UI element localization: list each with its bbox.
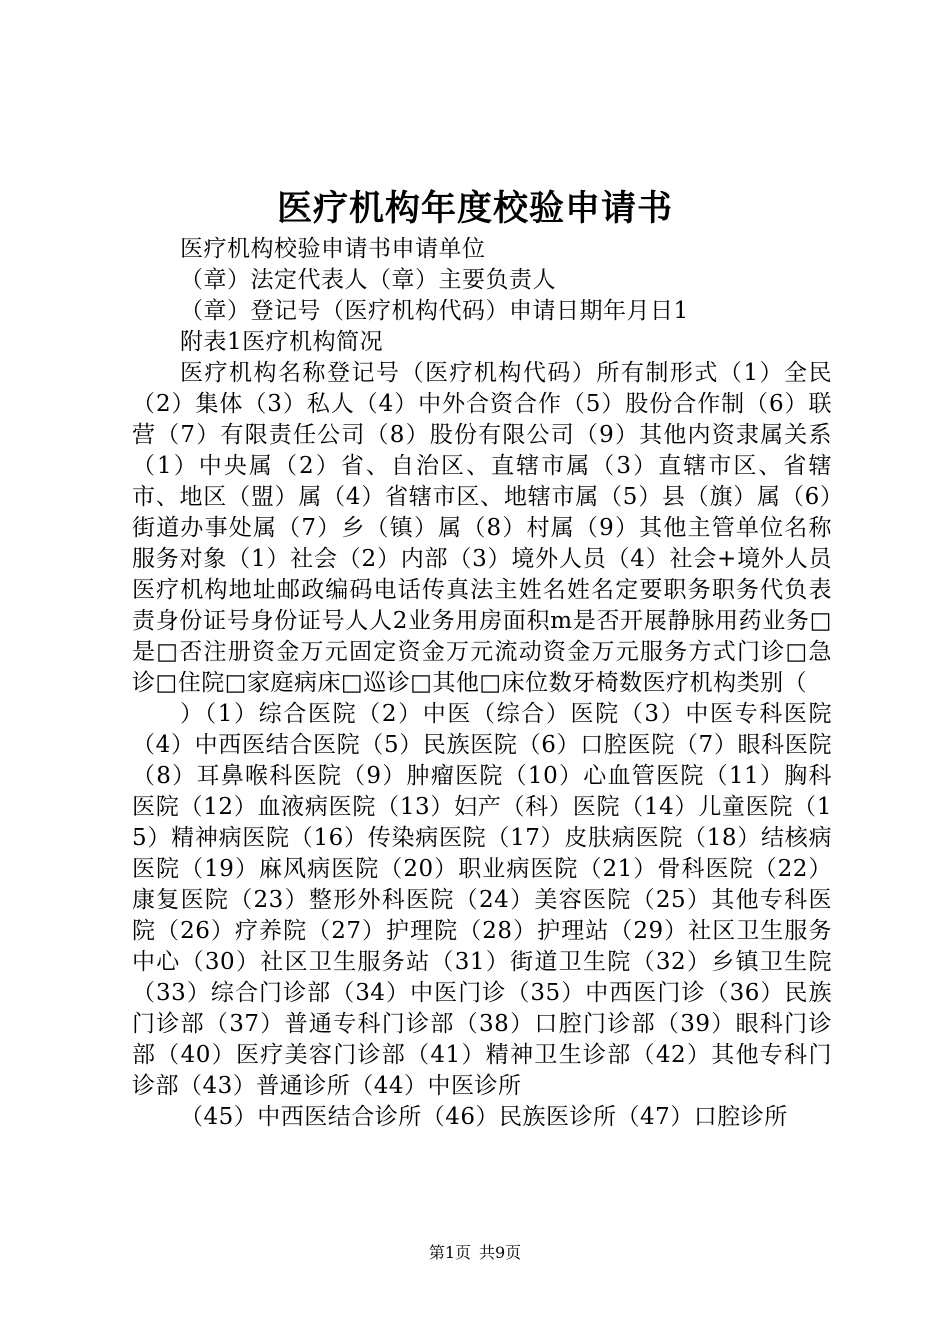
page-total: 共9页 (479, 1243, 522, 1262)
paragraph-institution-overview: 医疗机构名称登记号（医疗机构代码）所有制形式（1）全民（2）集体（3）私人（4）中外合资合作（5）股份合作制（6）联营（7）有限责任公司（8）股份有限公司（9）其他内资隶属关系（1）中央属（2）省、自治区、直辖市属（3）直辖市区、省辖市、地区（盟）属（4）省辖市区、地辖市属（5）县（旗）属（6）街道办事处属（7）乡（镇）属（8）村属（9）其他主管单位名称服务对象（1）社会（2）内部（3）境外人员（4）社会+境外人员医疗机构地址邮政编码电话传真法主姓名姓名定要职务职务代负表责身份证号身份证号人人2业务用房面积m是否开展静脉用药业务□是□否注册资金万元固定资金万元流动资金万元服务方式门诊□急诊□住院□家庭病床□巡诊□其他□床位数牙椅数医疗机构类别（ (132, 360, 832, 696)
paragraph-registration: （章）登记号（医疗机构代码）申请日期年月日1 (180, 298, 689, 324)
paragraph-institution-categories: ）（1）综合医院（2）中医（综合）医院（3）中医专科医院（4）中西医结合医院（5）民族医院（6）口腔医院（7）眼科医院（8）耳鼻喉科医院（9）肿瘤医院（10）心血管医院（11）胸科医院（12）血液病医院（13）妇产（科）医院（14）儿童医院（15）精神病医院（16）传染病医院（17）皮肤病医院（18）结核病医院（19）麻风病医院（20）职业病医院（21）骨科医院（22）康复医院（23）整形外科医院（24）美容医院（25）其他专科医院（26）疗养院（27）护理院（28）护理站（29）社区卫生服务中心（30）社区卫生服务站（31）街道卫生院（32）乡镇卫生院（33）综合门诊部（34）中医门诊（35）中西医门诊（36）民族门诊部（37）普通专科门诊部（38）口腔门诊部（39）眼科门诊部（40）医疗美容门诊部（41）精神卫生诊部（42）其他专科门诊部（43）普通诊所（44）中医诊所 (132, 701, 832, 1099)
page-footer (0, 1242, 950, 1264)
page-number: 第1页 (428, 1243, 471, 1262)
paragraph-clinic-categories: （45）中西医结合诊所（46）民族医诊所（47）口腔诊所 (180, 1104, 788, 1130)
paragraph-appendix-heading: 附表1医疗机构简况 (180, 329, 384, 355)
page-title: 医疗机构年度校验申请书 (276, 188, 673, 229)
paragraph-applicant: 医疗机构校验申请书申请单位 (180, 236, 486, 262)
document-body (132, 234, 832, 1133)
paragraph-legal-representative: （章）法定代表人（章）主要负责人 (180, 267, 556, 293)
